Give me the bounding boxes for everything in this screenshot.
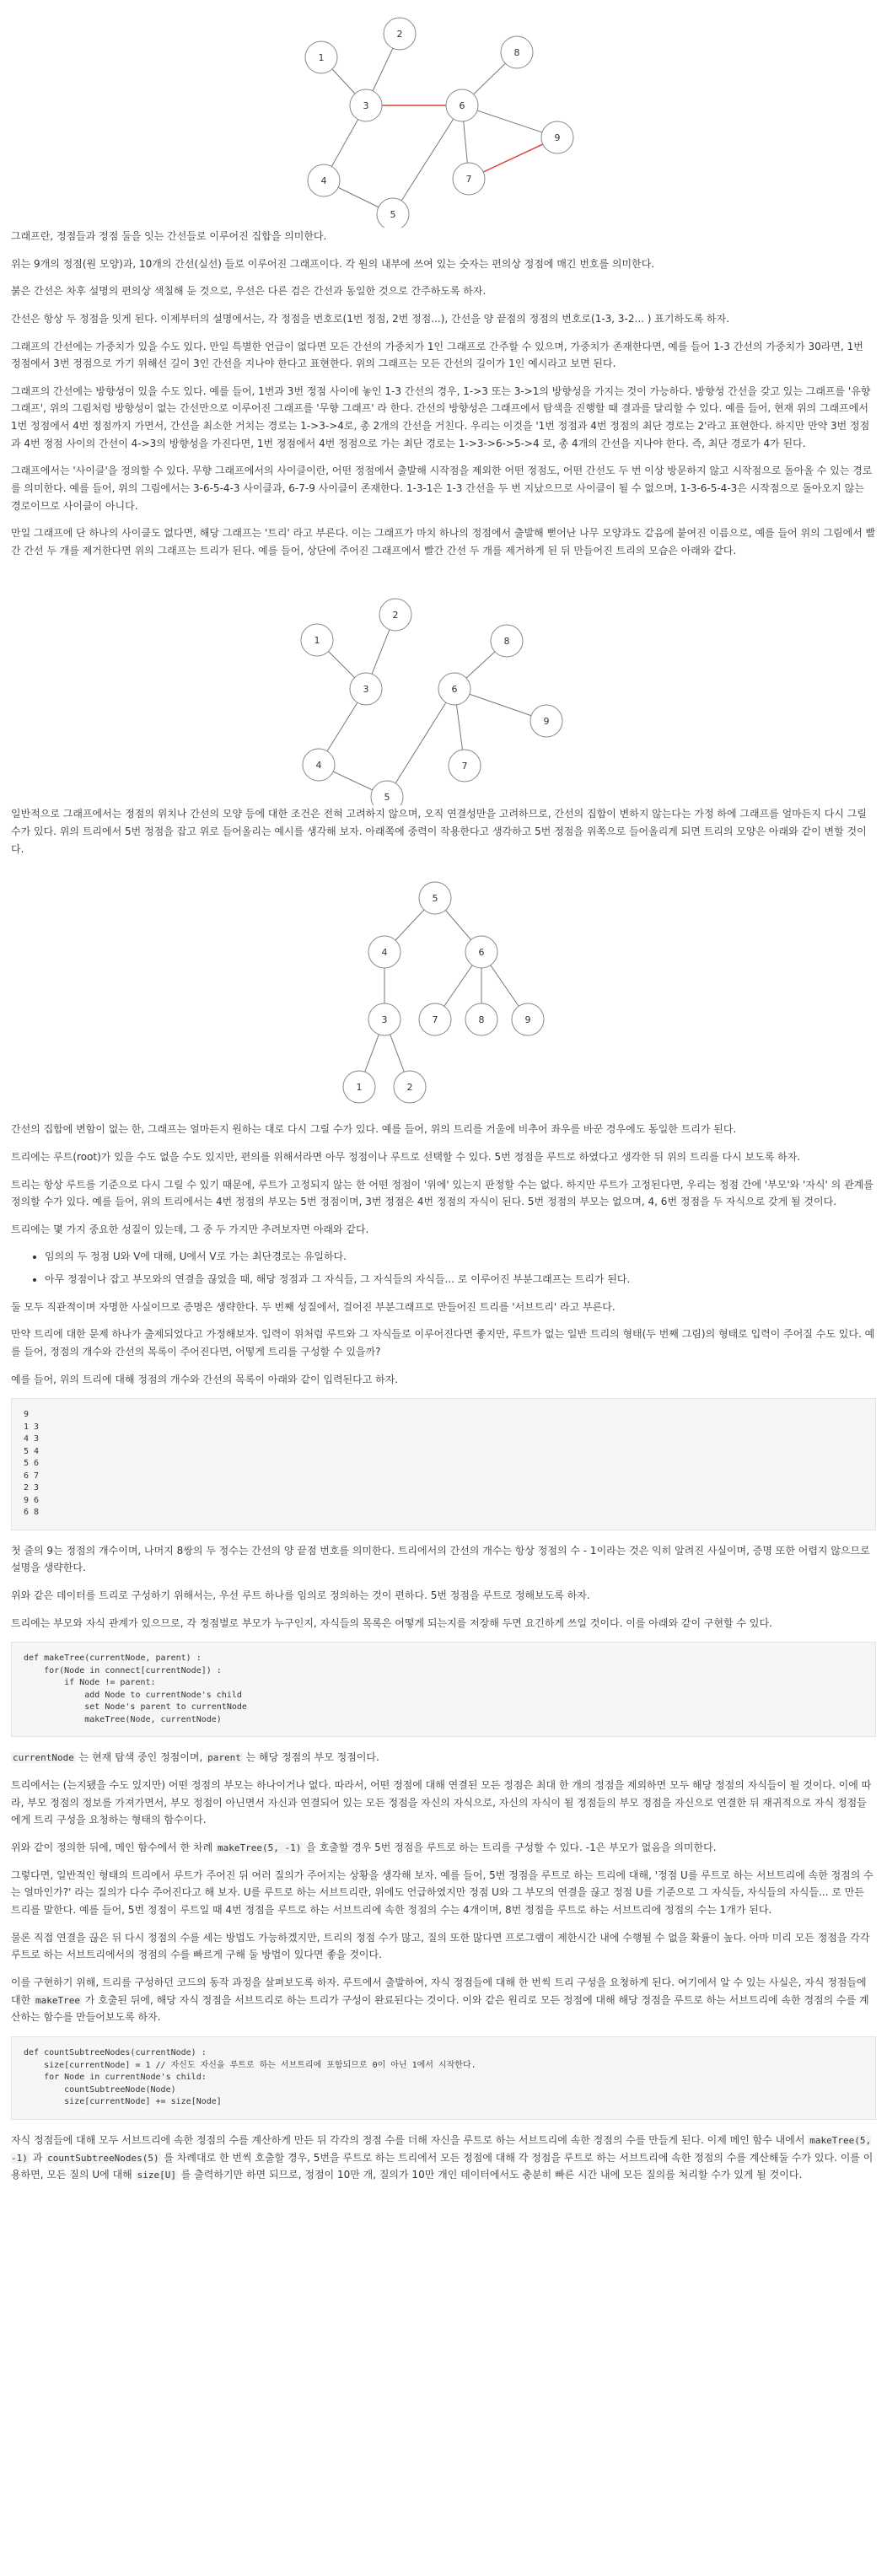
- vertex-3: [350, 89, 382, 121]
- paragraph-19: 트리에는 부모와 자식 관계가 있으므로, 각 정점별로 부모가 누구인지, 자식들의 목록은 어떻게 되는지를 저장해 두면 요긴하게 쓰일 것이다. 이를 아래와 같이 구현할 수 있다.: [11, 1616, 772, 1629]
- vertex-5: [371, 781, 403, 805]
- paragraph-21: 트리에서는 (는지됐을 수도 있지만) 어떤 정점의 부모는 하나이거나 없다. 따라서, 어떤 정점에 대해 연결된 모든 정점은 최대 한 개의 정점을 제외하면 모두 해당 정점의 자식들이 될 것이다. 이에 따라, 부모 정점의 정보를 가져가면서, 부모 정점이 아닌면서 자신과 연결되어 있는 모든 정점을 자신의 자식으로, 자신의 자식이 될 정점들의 부모 정점을 자신으로 연결한 뒤 재귀적으로 자식 정점들에게 트리 구성을 요청하는 형태의 함수이다.: [11, 1779, 872, 1826]
- inline-code: countSubtreeNodes(5): [47, 2152, 159, 2164]
- paragraph-9: 일반적으로 그래프에서는 정점의 위치나 간선의 모양 등에 대한 조건은 전혀 고려하지 않으며, 오직 연결성만을 고려하므로, 간선의 집합이 변하지 않는다는 가정 하에 그래프를 얼마든지 다시 그릴 수가 있다. 위의 트리에서 5번 정점을 잡고 위로 들어올리는 예시를 생각해 보자. 아래쪽에 중력이 작용한다고 생각하고 5번 정점을 위쪽으로 들어올리게 되면 트리의 모양은 아래와 같이 변할 것이다.: [11, 808, 867, 855]
- text: 자식 정점들에 대해 모두 서브트리에 속한 정점의 수를 계산하게 만든 뒤 각각의 정점 수를 더해 자신을 루트로 하는 서브트리에 속한 정점의 수를 만들게 된다. 이제 메인 함수 내에서: [11, 2133, 809, 2146]
- vertex-label: 9: [554, 132, 561, 143]
- vertex-label: 3: [363, 100, 369, 111]
- paragraph-16: 예를 들어, 위의 트리에 대해 정점의 개수와 간선의 목록이 아래와 같이 입력된다고 하자.: [11, 1373, 399, 1385]
- vertex-9: [530, 705, 562, 737]
- vertex-7: [419, 1003, 451, 1035]
- code-block-input: 9 1 3 4 3 5 4 5 6 6 7 2 3 9 6 6 8: [11, 1398, 876, 1530]
- paragraph-14: 둘 모두 직관적이며 자명한 사실이므로 증명은 생략한다. 두 번째 성질에서, 걸어진 부분그래프로 만들어진 트리를 '서브트리' 라고 부른다.: [11, 1300, 616, 1313]
- text: 가 호출된 뒤에, 해당 자식 정점을 서브트리로 하는 트리가 구성이 완료된다는 것이다. 이와 같은 원리로 모든 정점에 대해 해당 정점을 루트로 하는 서브트리에 속한 정점의 수를 계산하는 함수를 만들어보도록 하자.: [11, 1993, 869, 2024]
- paragraph-10: 간선의 집합에 변함이 없는 한, 그래프는 얼마든지 원하는 대로 다시 그릴 수가 있다. 예를 들어, 위의 트리를 거울에 비추어 좌우를 바꾼 경우에도 동일한 트리가 된다.: [11, 1123, 737, 1136]
- inline-code: makeTree(5, -1): [11, 2134, 872, 2164]
- paragraph-5: 그래프의 간선에는 가중치가 있을 수도 있다. 만일 특별한 언급이 없다면 모든 간선의 가중치가 1인 그래프로 간주할 수 있으며, 가중치가 존재한다면, 예를 들어 1-3 간선의 가중치가 30라면, 1번 정점에서 3번 정점으로 가기 위해선 길이 3인 간선을 지나야 한다고 표현한다. 위의 그래프는 모든 간선의 길이가 1인 예시라고 보면 된다.: [11, 340, 863, 370]
- text: 는 현재 탐색 중인 정점이며,: [75, 1751, 207, 1764]
- paragraph-17: 첫 줄의 9는 정점의 개수이며, 나머지 8쌍의 두 정수는 간선의 양 끝점 번호를 의미한다. 트리에서의 간선의 개수는 항상 정점의 수 - 1이라는 것은 익히 알려진 사실이며, 증명 또한 어렵지 않으므로 설명을 생략한다.: [11, 1544, 870, 1574]
- vertex-3: [350, 673, 382, 705]
- paragraph-6: 그래프의 간선에는 방향성이 있을 수도 있다. 예를 들어, 1번과 3번 정점 사이에 놓인 1-3 간선의 경우, 1->3 또는 3->1의 방향성을 가지는 것이 가능하다. 방향성 간선을 갖고 있는 그래프를 '유향 그래프', 위의 그림처럼 방향성이 없는 간선만으로 이루어진 그래프를 '무향 그래프' 라 한다. 간선의 방향성은 그래프에서 탐색을 진행할 때 결과를 달리할 수 있다. 예를 들어, 현재 위의 그래프에서 1번 정점에서 4번 정점까지 가면서, 간선을 최소한 거치는 경로는 1->3->4로, 총 2개의 간선을 거친다. 우리는 이것을 '1번 정점과 4번 정점의 최단 경로는 2'라고 표현한다. 하지만 만약 3번 정점과 4번 정점 사이의 간선이 4->3의 방향성을 가진다면, 1번 정점에서 4번 정점으로 가는 최단 경로는 1->3->6->5->4 로, 총 4개의 간선을 지나야 한다. 즉, 최단 경로가 4가 된다.: [11, 385, 871, 449]
- vertex-label: 2: [392, 610, 399, 621]
- paragraph-22: [11, 1839, 876, 1857]
- vertex-label: 5: [432, 893, 438, 905]
- list-item: • 아무 정점이나 잡고 부모와의 연결을 끊었을 때, 해당 정점과 그 자식들, 그 자식들의 자식들... 로 이루어진 부분그래프는 트리가 된다.: [45, 1271, 876, 1288]
- vertex-label: 2: [406, 1082, 413, 1094]
- vertex-1: [305, 41, 337, 73]
- vertex-5: [419, 882, 451, 914]
- vertex-8: [465, 1003, 497, 1035]
- paragraph-23: 그렇다면, 일반적인 형태의 트리에서 루트가 주어진 뒤 여러 질의가 주어지는 상황을 생각해 보자. 예를 들어, 5번 정점을 루트로 하는 트리에 대해, '정점 U를 루트로 하는 서브트리에 속한 정점의 수는 얼마인가?' 라는 질의가 다수 주어진다고 해 보자. U를 루트로 하는 서브트리란, 위에도 언급하였지만 정점 U와 그 부모의 연결을 끊고 정점 U를 기준으로 그 자식들, 자식들의 자식들... 로 만든 트리를 말한다. 예를 들어, 5번 정점이 루트일 때 4번 정점을 루트로 하는 서브트리에 속한 정점의 수는 4개이며, 8번 정점을 루트로 하는 서브트리에 정점의 수는 1개가 된다.: [11, 1869, 874, 1917]
- text: 를 차례대로 한 번씩 호출할 경우, 5번을 루트로 하는 트리에서 모든 정점에 대해 각 정점을 루트로 하는 서브트리에 속한 정점의 수를 계산해둘 수가 있다. 이를 이용하면, 모든 질의 U에 대해: [11, 2151, 874, 2181]
- paragraph-18: 위와 같은 데이터를 트리로 구성하기 위해서는, 우선 루트 하나를 임의로 정의하는 것이 편하다. 5번 정점을 루트로 정해보도록 하자.: [11, 1589, 590, 1601]
- vertex-3: [368, 1003, 400, 1035]
- vertex-label: 9: [524, 1014, 531, 1026]
- vertex-6: [465, 936, 497, 968]
- vertex-4: [368, 936, 400, 968]
- vertex-7: [449, 750, 481, 782]
- paragraph-3: 붉은 간선은 차후 설명의 편의상 색칠해 둔 것으로, 우선은 다른 검은 간선과 동일한 것으로 간주하도록 하자.: [11, 285, 487, 298]
- figure-graph-with-cycles: [233, 0, 654, 228]
- vertex-6: [438, 673, 470, 705]
- vertex-label: 7: [432, 1014, 438, 1026]
- paragraph-12: 트리는 항상 루트를 기준으로 다시 그릴 수 있기 때문에, 루트가 고정되지 않는 한 어떤 정점이 '위에' 있는지 판정할 수는 없다. 하지만 루트가 고정된다면, 우리는 정점 간에 '부모'와 '자식' 의 관계를 정의할 수가 있다. 예를 들어, 위의 트리에서는 4번 정점의 부모는 5번 정점이며, 3번 정점은 4번 정점의 자식이 된다. 5번 정점의 부모는 없으며, 4, 6번 정점을 두 자식으로 갖게 될 것이다.: [11, 1178, 874, 1208]
- edge-5-6: [387, 689, 454, 797]
- vertex-8: [501, 36, 533, 68]
- paragraph-11: 트리에는 루트(root)가 있을 수도 없을 수도 있지만, 편의를 위해서라면 아무 정점이나 루트로 선택할 수 있다. 5번 정점을 루트로 하였다고 생각한 뒤 위의 트리를 다시 보도록 하자.: [11, 1150, 801, 1163]
- paragraph-7: 그래프에서는 '사이클'을 정의할 수 있다. 무향 그래프에서의 사이클이란, 어떤 정점에서 출발해 시작점을 제외한 어떤 정점도, 어떤 간선도 두 번 이상 방문하지 않고 시작점으로 돌아올 수 있는 경로를 의미한다. 예를 들어, 위의 그림에서는 3-6-5-4-3 사이클과, 6-7-9 사이클이 존재한다. 1-3-1은 1-3 간선을 두 번 지났으므로 사이클이 될 수 없으며, 1-3-6-5-4-3은 시작점으로 돌아오지 않는 경로이므로 사이클이 아니다.: [11, 465, 873, 512]
- vertex-label: 1: [318, 52, 325, 63]
- figure-tree-rooted-at-5: [233, 868, 654, 1121]
- code-block-maketree: def makeTree(currentNode, parent) : for(Node in connect[currentNode]) : if Node != parent: add Node to currentNode's child set Node's parent to currentNode makeTree(Node, currentNode): [11, 1642, 876, 1737]
- vertex-4: [303, 749, 335, 781]
- vertex-label: 4: [381, 947, 388, 959]
- vertex-label: 6: [451, 684, 458, 696]
- vertex-label: 8: [478, 1014, 485, 1026]
- text: 이를 구현하기 위해, 트리를 구성하던 코드의 동작 과정을 살펴보도록 하자. 루트에서 출발하여, 자식 정점들에 대해 한 번씩 트리 구성을 요청하게 된다. 여기에서 알 수 있는 사실은, 자식 정점들에 대한: [11, 1976, 867, 2006]
- text: 위와 같이 정의한 뒤에, 메인 함수에서 한 차례: [11, 1841, 216, 1853]
- figure-tree-unrooted: [233, 569, 654, 805]
- vertex-label: 1: [314, 635, 320, 647]
- vertex-label: 1: [356, 1082, 363, 1094]
- vertex-label: 7: [461, 761, 468, 772]
- vertex-5: [377, 198, 409, 228]
- vertex-2: [394, 1071, 426, 1103]
- paragraph-15: 만약 트리에 대한 문제 하나가 출제되었다고 가정해보자. 입력이 위처럼 루트와 그 자식들로 이루어진다면 좋지만, 루트가 없는 일반 트리의 형태(두 번째 그림)의 형태로 입력이 주어질 수도 있다. 예를 들어, 정점의 개수와 간선의 목록이 주어진다면, 어떻게 트리를 구성할 수 있을까?: [11, 1328, 875, 1358]
- vertex-6: [446, 89, 478, 121]
- vertex-9: [541, 121, 573, 153]
- paragraph-24: 물론 직접 연결을 끊은 뒤 다시 정점의 수를 세는 방법도 가능하겠지만, 트리의 정점 수가 많고, 질의 또한 많다면 프로그램이 제한시간 내에 수행될 수 없을 확률이 높다. 아마 미리 모든 정점을 각각 루트로 하는 서브트리에서의 정점의 수를 빠르게 구해 둘 방법이 있다면 좋을 것이다.: [11, 1931, 870, 1961]
- vertex-1: [301, 624, 333, 656]
- vertex-label: 3: [381, 1014, 388, 1026]
- inline-code: makeTree: [35, 1994, 80, 2006]
- paragraph-2: 위는 9개의 정점(원 모양)과, 10개의 간선(실선) 들로 이루어진 그래프이다. 각 원의 내부에 쓰여 있는 숫자는 편의상 정점에 매긴 번호를 의미한다.: [11, 257, 655, 270]
- text: 과: [29, 2151, 46, 2164]
- vertex-7: [453, 163, 485, 195]
- vertex-2: [384, 18, 416, 50]
- vertex-label: 4: [320, 175, 327, 186]
- vertex-9: [512, 1003, 544, 1035]
- vertex-label: 8: [503, 636, 510, 648]
- inline-code: makeTree(5, -1): [218, 1842, 302, 1853]
- paragraph-1: 그래프란, 정점들과 정점 둘을 잇는 간선들로 이루어진 집합을 의미한다.: [11, 230, 327, 242]
- vertex-8: [491, 625, 523, 657]
- vertex-1: [343, 1071, 375, 1103]
- inline-code: parent: [207, 1752, 241, 1764]
- paragraph-13: 트리에는 몇 가지 중요한 성질이 있는데, 그 중 두 가지만 추려보자면 아래와 같다.: [11, 1223, 369, 1235]
- code-block-countsubtree: def countSubtreeNodes(currentNode) : size[currentNode] = 1 // 자신도 자신을 루트로 하는 서브트리에 포함되므로 0이 아닌 1에서 시작한다. for Node in currentNode's child: countSubtreeNode(Node) size[currentNode] += size[Node]: [11, 2036, 876, 2120]
- vertex-label: 3: [363, 684, 369, 696]
- vertex-label: 6: [459, 100, 465, 111]
- inline-code: currentNode: [13, 1752, 74, 1764]
- vertex-4: [308, 164, 340, 196]
- vertex-label: 8: [513, 47, 520, 58]
- vertex-label: 5: [384, 792, 390, 804]
- tree-properties-list: [11, 1248, 876, 1288]
- paragraph-26: [11, 2132, 876, 2185]
- vertex-label: 7: [465, 174, 472, 185]
- vertex-label: 5: [390, 209, 396, 220]
- text: 는 해당 정점의 부모 정점이다.: [242, 1751, 379, 1764]
- text: 을 호출할 경우 5번 정점을 루트로 하는 트리를 구성할 수 있다. -1은 부모가 없음을 의미한다.: [303, 1841, 717, 1853]
- vertex-2: [379, 599, 411, 631]
- vertex-label: 4: [315, 760, 322, 772]
- vertex-label: 6: [478, 947, 485, 959]
- vertex-label: 9: [543, 716, 550, 728]
- paragraph-4: 간선은 항상 두 정점을 잇게 된다. 이제부터의 설명에서는, 각 정점을 번호로(1번 정점, 2번 정점...), 간선을 양 끝점의 정점의 번호로(1-3, 3-2... ) 표기하도록 하자.: [11, 312, 730, 325]
- text: 를 출력하기만 하면 되므로, 정점이 10만 개, 질의가 10만 개인 데이터에서도 충분히 빠른 시간 내에 모든 질의를 처리할 수가 있게 될 것이다.: [177, 2169, 803, 2181]
- paragraph-8: 만일 그래프에 단 하나의 사이클도 없다면, 해당 그래프는 '트리' 라고 부른다. 이는 그래프가 마치 하나의 정점에서 출발해 뻗어난 나무 모양과도 같음에 붙여진 이름으로, 예를 들어 위의 그림에서 빨간 간선 두 개를 제거한다면 위의 그래프는 트리가 된다. 예를 들어, 상단에 주어진 그래프에서 빨간 간선 두 개를 제거하게 된 뒤 만들어진 트리의 모습은 아래와 같다.: [11, 527, 876, 557]
- vertex-label: 2: [396, 29, 403, 40]
- paragraph-20: [11, 1749, 876, 1767]
- edge-5-6: [393, 105, 462, 214]
- inline-code: size[U]: [137, 2170, 176, 2181]
- paragraph-25: [11, 1974, 876, 2026]
- list-item: • 임의의 두 정점 U와 V에 대해, U에서 V로 가는 최단경로는 유일하다.: [45, 1248, 876, 1266]
